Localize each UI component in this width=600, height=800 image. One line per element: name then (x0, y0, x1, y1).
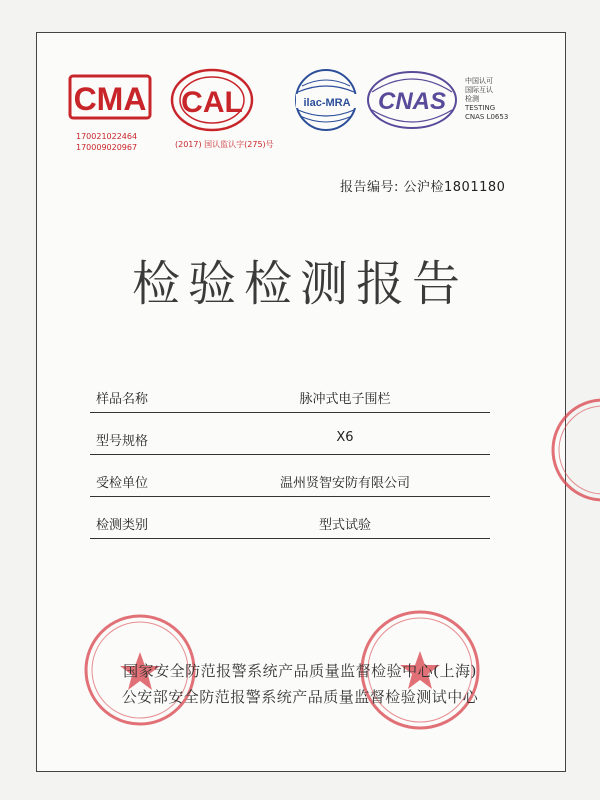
cma-number-1: 170021022464 (76, 132, 138, 141)
official-seal-edge (548, 395, 600, 505)
field-underline (90, 496, 490, 497)
cnas-side-line: 中国认可 (465, 77, 493, 85)
field-label: 受检单位 (96, 476, 149, 491)
cma-number-2: 170009020967 (76, 143, 138, 152)
cal-logo-text: CAL (181, 86, 243, 119)
field-underline (90, 412, 490, 413)
cnas-side-text (465, 77, 508, 122)
field-label: 型号规格 (96, 434, 149, 449)
accreditation-logos (0, 0, 600, 170)
cal-caption: (2017) 国认监认字(275)号 (175, 140, 274, 149)
field-row-sample-name (90, 382, 490, 422)
cnas-logo-text: CNAS (377, 88, 447, 115)
field-value: 温州贤智安防有限公司 (279, 476, 410, 491)
ilac-mra-logo (296, 70, 358, 130)
ilac-logo-text: ilac-MRA (303, 97, 351, 109)
cnas-side-line: CNAS L0653 (465, 113, 509, 121)
issuer-name-2: 公安部安全防范报警系统产品质量监督检验测试中心 (121, 688, 479, 706)
field-underline (90, 454, 490, 455)
cnas-side-line: 检测 (465, 95, 479, 103)
cma-logo (70, 76, 150, 118)
field-label: 检测类别 (96, 518, 149, 533)
field-row-test-type (90, 508, 490, 548)
field-row-model (90, 424, 490, 464)
field-value: 脉冲式电子围栏 (299, 392, 391, 407)
field-row-client (90, 466, 490, 506)
field-underline (90, 538, 490, 539)
issuer-name-1: 国家安全防范报警系统产品质量监督检验中心(上海) (123, 662, 477, 680)
field-value: X6 (336, 430, 354, 445)
field-label: 样品名称 (96, 392, 149, 407)
cnas-side-line: TESTING (465, 104, 496, 112)
report-number: 报告编号: 公沪检1801180 (340, 180, 506, 195)
report-title: 检验检测报告 (131, 256, 468, 312)
field-value: 型式试验 (318, 518, 371, 533)
cnas-side-line: 国际互认 (465, 86, 493, 94)
cma-logo-text: CMA (73, 81, 147, 117)
cal-logo (172, 70, 252, 130)
cnas-logo (368, 72, 456, 128)
